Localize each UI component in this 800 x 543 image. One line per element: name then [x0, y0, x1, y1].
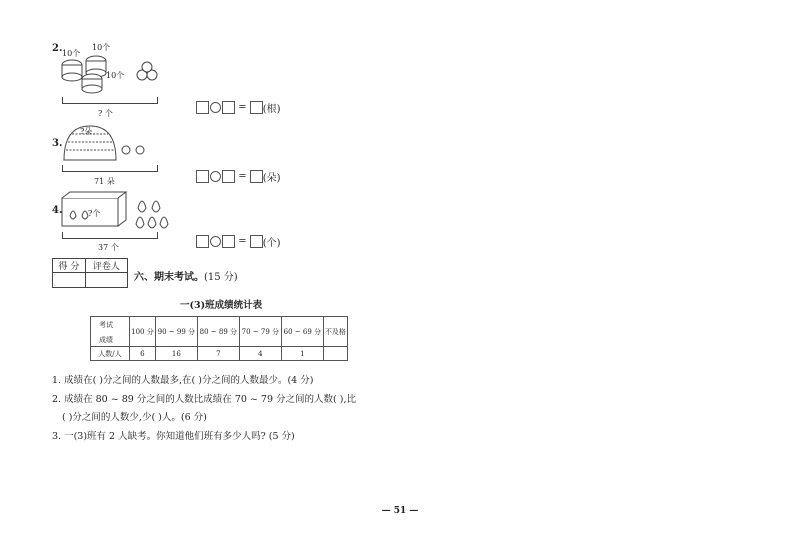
operator-circle[interactable] [210, 171, 221, 182]
table-header: 80 ~ 89 分 [197, 317, 239, 347]
score-box [52, 258, 128, 288]
count-label: 10个 [106, 71, 125, 80]
answer-box[interactable] [250, 235, 263, 248]
answer-box[interactable] [250, 170, 263, 183]
fruit-baskets-illustration [58, 55, 168, 100]
total-bracket [62, 232, 158, 239]
table-header: 100 分 [130, 317, 156, 347]
question-1: 1. 成绩在( )分之间的人数最多,在( )分之间的人数最少。(4 分) [52, 375, 314, 386]
table-header: 90 ~ 99 分 [155, 317, 197, 347]
corner-bottom-label: 成绩 [99, 336, 113, 344]
table-cell: 16 [155, 347, 197, 361]
question-2-continued: ( )分之间的人数少,少( )人。(6 分) [62, 412, 207, 423]
table-cell [323, 347, 347, 361]
total-label: 37 个 [98, 243, 119, 252]
answer-box[interactable] [196, 170, 209, 183]
score-header: 得 分 [53, 259, 86, 273]
question-number: 3. [52, 138, 63, 149]
unit-label: (根) [262, 104, 281, 115]
unit-label: (个) [262, 238, 281, 249]
answer-box[interactable] [222, 235, 235, 248]
pear-box-illustration [60, 188, 170, 230]
operator-circle[interactable] [210, 236, 221, 247]
table-corner [91, 317, 130, 347]
equation-row: = (根) [196, 100, 281, 115]
equation-row: = (朵) [196, 169, 281, 184]
table-title: 一(3)班成绩统计表 [180, 300, 263, 311]
answer-box[interactable] [196, 101, 209, 114]
total-label: 71 朵 [94, 177, 115, 186]
score-cell[interactable] [53, 273, 86, 288]
corner-top-label: 考试 [99, 321, 113, 329]
answer-box[interactable] [250, 101, 263, 114]
total-label: ? 个 [98, 109, 113, 118]
table-cell: 7 [197, 347, 239, 361]
answer-box[interactable] [196, 235, 209, 248]
table-header: 70 ~ 79 分 [239, 317, 281, 347]
row-label: 人数/人 [91, 347, 130, 361]
section-heading [134, 268, 238, 283]
table-header: 60 ~ 69 分 [281, 317, 323, 347]
answer-box[interactable] [222, 101, 235, 114]
count-label: 10个 [62, 49, 81, 58]
answer-box[interactable] [222, 170, 235, 183]
flower-basket-illustration [60, 120, 160, 165]
section-points: (15 分) [204, 272, 238, 283]
grader-header: 评卷人 [85, 259, 127, 273]
question-3: 3. 一(3)班有 2 人缺考。你知道他们班有多少人吗? (5 分) [52, 431, 295, 442]
unit-label: (朵) [262, 173, 281, 184]
total-bracket [62, 97, 158, 104]
table-cell: 4 [239, 347, 281, 361]
count-label: ?朵 [80, 127, 93, 136]
count-label: 10个 [92, 43, 111, 52]
page-number: — 51 — [381, 506, 419, 516]
equation-row: = (个) [196, 234, 281, 249]
question-number: 4. [52, 205, 63, 216]
question-number: 2. [52, 43, 63, 54]
table-header: 不及格 [323, 317, 347, 347]
total-bracket [62, 165, 158, 172]
table-cell: 1 [281, 347, 323, 361]
operator-circle[interactable] [210, 102, 221, 113]
question-2: 2. 成绩在 80 ~ 89 分之间的人数比成绩在 70 ~ 79 分之间的人数( ),比 [52, 394, 356, 405]
grade-stats-table [90, 316, 348, 361]
section-title: 六、期末考试。 [134, 272, 204, 283]
table-cell: 6 [130, 347, 156, 361]
count-label: ?个 [88, 209, 101, 218]
grader-cell[interactable] [85, 273, 127, 288]
